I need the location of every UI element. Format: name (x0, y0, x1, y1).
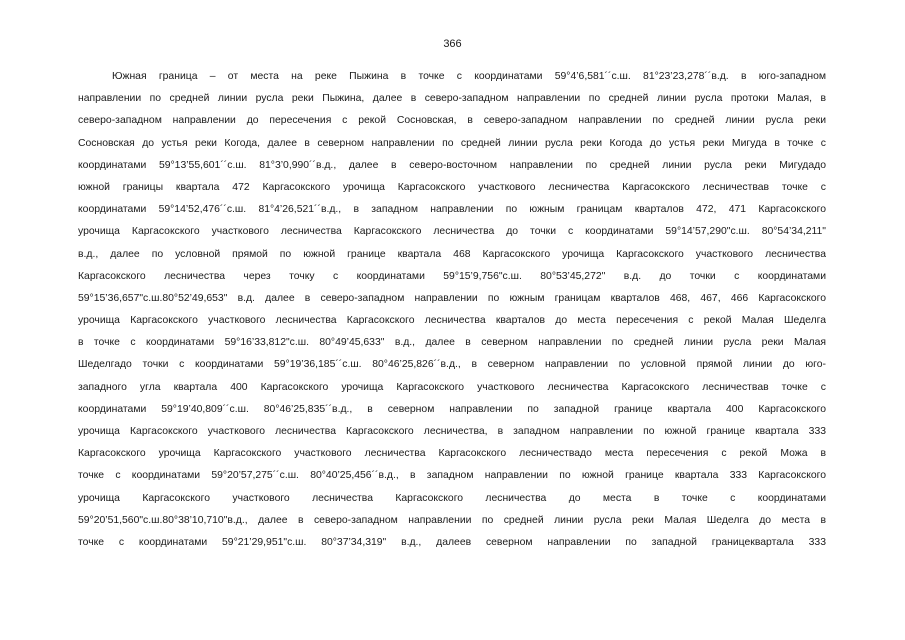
paragraph-line: урочища Каргасокского участкового лесничества Каргасокского лесничества, в западном направлении по южной границе квартала 333 (78, 426, 826, 437)
paragraph-line: западного угла квартала 400 Каргасокского урочища Каргасокского участкового лесничества Каргасокского лесничествав точке с (78, 381, 826, 393)
southern-boundary-paragraph (78, 66, 826, 554)
paragraph-line: урочища Каргасокского участкового лесничества Каргасокского лесничества до точки с координатами 59°14’57,290"с.ш. 80°54’34,211" (78, 226, 826, 238)
paragraph-line: Шеделгадо точки с координатами 59°19’36,185´´с.ш. 80°46’25,826´´в.д., в северном направлении по условной прямой линии до юго- (78, 359, 826, 371)
paragraph-line: южной границы квартала 472 Каргасокского урочища Каргасокского участкового лесничества Каргасокского лесничествав точке с (78, 181, 826, 193)
paragraph-line: координатами 59°14’52,476´´с.ш. 81°4’26,521´´в.д., в западном направлении по южным границам кварталов 472, 471 Каргасокского (78, 204, 826, 216)
page-number: 366 (443, 38, 462, 50)
paragraph-line: точке с координатами 59°21’29,951"с.ш. 80°37’34,319" в.д., далеев северном направлении по западной границеквартала 333 (78, 536, 826, 548)
paragraph-line: 59°15’36,657"с.ш.80°52’49,653" в.д. далее в северо-западном направлении по южным границам кварталов 468, 467, 466 Каргасокского (78, 292, 826, 304)
paragraph-line: в точке с координатами 59°16’33,812"с.ш. 80°49’45,633" в.д., далее в северном направлении по средней линии русла реки Малая (78, 337, 826, 349)
paragraph-line: северо-западном направлении до пересечения с рекой Сосновская, в северо-западном направлении по средней линии русла реки (78, 115, 826, 127)
paragraph-line: координатами 59°13’55,601´´с.ш. 81°3’0,990´´в.д., далее в северо-восточном направлении по средней линии русла реки Мигудадо (78, 159, 826, 171)
paragraph-line: в.д., далее по условной прямой по южной границе квартала 468 Каргасокского урочища Каргасокского участкового лесничества (78, 248, 826, 260)
paragraph-line: урочища Каргасокского участкового лесничества Каргасокского лесничества до места в точке с координатами (78, 492, 826, 504)
paragraph-line: точке с координатами 59°20’57,275´´с.ш. 80°40’25,456´´в.д., в западном направлении по южной границе квартала 333 Каргасокского (78, 470, 826, 482)
paragraph-line: Каргасокского урочища Каргасокского участкового лесничества Каргасокского лесничествадо места пересечения с рекой Можа в (78, 448, 826, 460)
paragraph-line: Каргасокского лесничества через точку с координатами 59°15’9,756"с.ш. 80°53’45,272" в.д. до точки с координатами (78, 270, 826, 282)
paragraph-line: координатами 59°19’40,809´´с.ш. 80°46’25,835´´в.д., в северном направлении по западной границе квартала 400 Каргасокского (78, 403, 826, 415)
paragraph-line: направлении по средней линии русла реки Пыжина, далее в северо-западном направлении по средней линии русла протоки Малая, в (78, 93, 826, 105)
paragraph-line: Сосновская до устья реки Когода, далее в северном направлении по средней линии русла реки Когода до устья реки Мигуда в точке с (78, 137, 826, 149)
paragraph-line: Южная граница – от места на реке Пыжина в точке с координатами 59°4’6,581´´с.ш. 81°23’23,278´´в.д. в юго-западном (112, 71, 826, 82)
paragraph-line: урочища Каргасокского участкового лесничества Каргасокского лесничества кварталов до места пересечения с рекой Малая Шеделга (78, 315, 826, 327)
paragraph-line: 59°20’51,560"с.ш.80°38’10,710"в.д., далее в северо-западном направлении по средней линии русла реки Малая Шеделга до места в (78, 514, 826, 526)
